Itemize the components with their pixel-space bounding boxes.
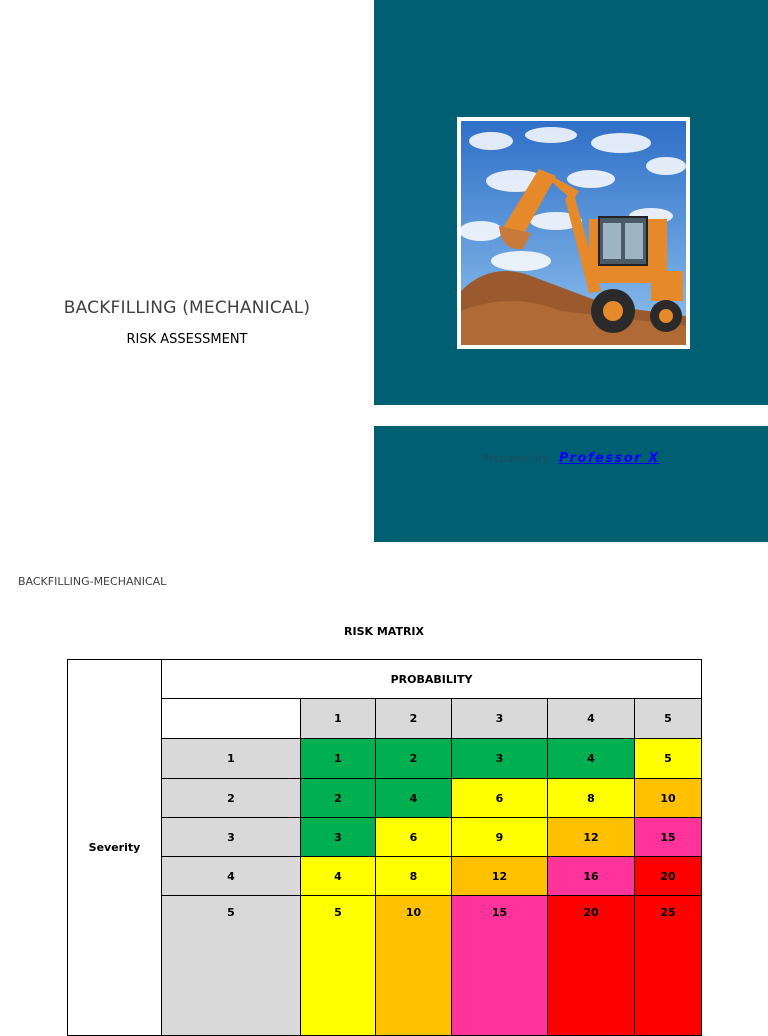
risk-cell: 4 [301, 857, 376, 896]
probability-value: 1 [301, 699, 376, 739]
risk-cell: 2 [301, 779, 376, 818]
document-subtitle: RISK ASSESSMENT [126, 332, 248, 347]
risk-cell: 10 [376, 896, 452, 1036]
prepared-by-label: Prepared by: [482, 452, 552, 465]
risk-cell: 2 [376, 739, 452, 779]
probability-header: PROBABILITY [162, 660, 702, 699]
risk-cell: 4 [376, 779, 452, 818]
probability-value: 2 [376, 699, 452, 739]
risk-cell: 20 [548, 896, 635, 1036]
cover-left-panel [0, 0, 374, 542]
risk-cell: 8 [376, 857, 452, 896]
risk-cell: 9 [452, 818, 548, 857]
probability-value: 3 [452, 699, 548, 739]
probability-value: 4 [548, 699, 635, 739]
author-link[interactable]: Professor X [558, 451, 660, 466]
risk-cell: 16 [548, 857, 635, 896]
severity-value: 4 [162, 857, 301, 896]
probability-value: 5 [635, 699, 702, 739]
backhoe-image [461, 121, 686, 345]
risk-cell: 1 [301, 739, 376, 779]
document-title: BACKFILLING (MECHANICAL) [63, 298, 311, 318]
risk-cell: 4 [548, 739, 635, 779]
severity-label: Severity [88, 841, 141, 854]
severity-value: 2 [162, 779, 301, 818]
risk-cell: 3 [301, 818, 376, 857]
matrix-corner-cell [162, 699, 301, 739]
severity-value: 5 [162, 896, 301, 1036]
matrix-title: RISK MATRIX [344, 625, 424, 638]
severity-label-cell [68, 660, 162, 1036]
risk-cell: 5 [301, 896, 376, 1036]
risk-cell: 6 [376, 818, 452, 857]
severity-value: 3 [162, 818, 301, 857]
risk-cell: 12 [548, 818, 635, 857]
cover-divider-band [374, 405, 768, 426]
severity-value: 1 [162, 739, 301, 779]
risk-cell: 8 [548, 779, 635, 818]
risk-cell: 25 [635, 896, 702, 1036]
risk-cell: 15 [452, 896, 548, 1036]
risk-cell: 15 [635, 818, 702, 857]
risk-cell: 12 [452, 857, 548, 896]
risk-matrix-table [67, 659, 702, 1036]
prepared-by-line [374, 451, 768, 466]
risk-cell: 10 [635, 779, 702, 818]
page-header: BACKFILLING-MECHANICAL [18, 575, 167, 588]
risk-cell: 6 [452, 779, 548, 818]
risk-cell: 20 [635, 857, 702, 896]
risk-cell: 5 [635, 739, 702, 779]
cover-right-panel [374, 0, 768, 542]
risk-cell: 3 [452, 739, 548, 779]
cover-photo [457, 117, 690, 349]
